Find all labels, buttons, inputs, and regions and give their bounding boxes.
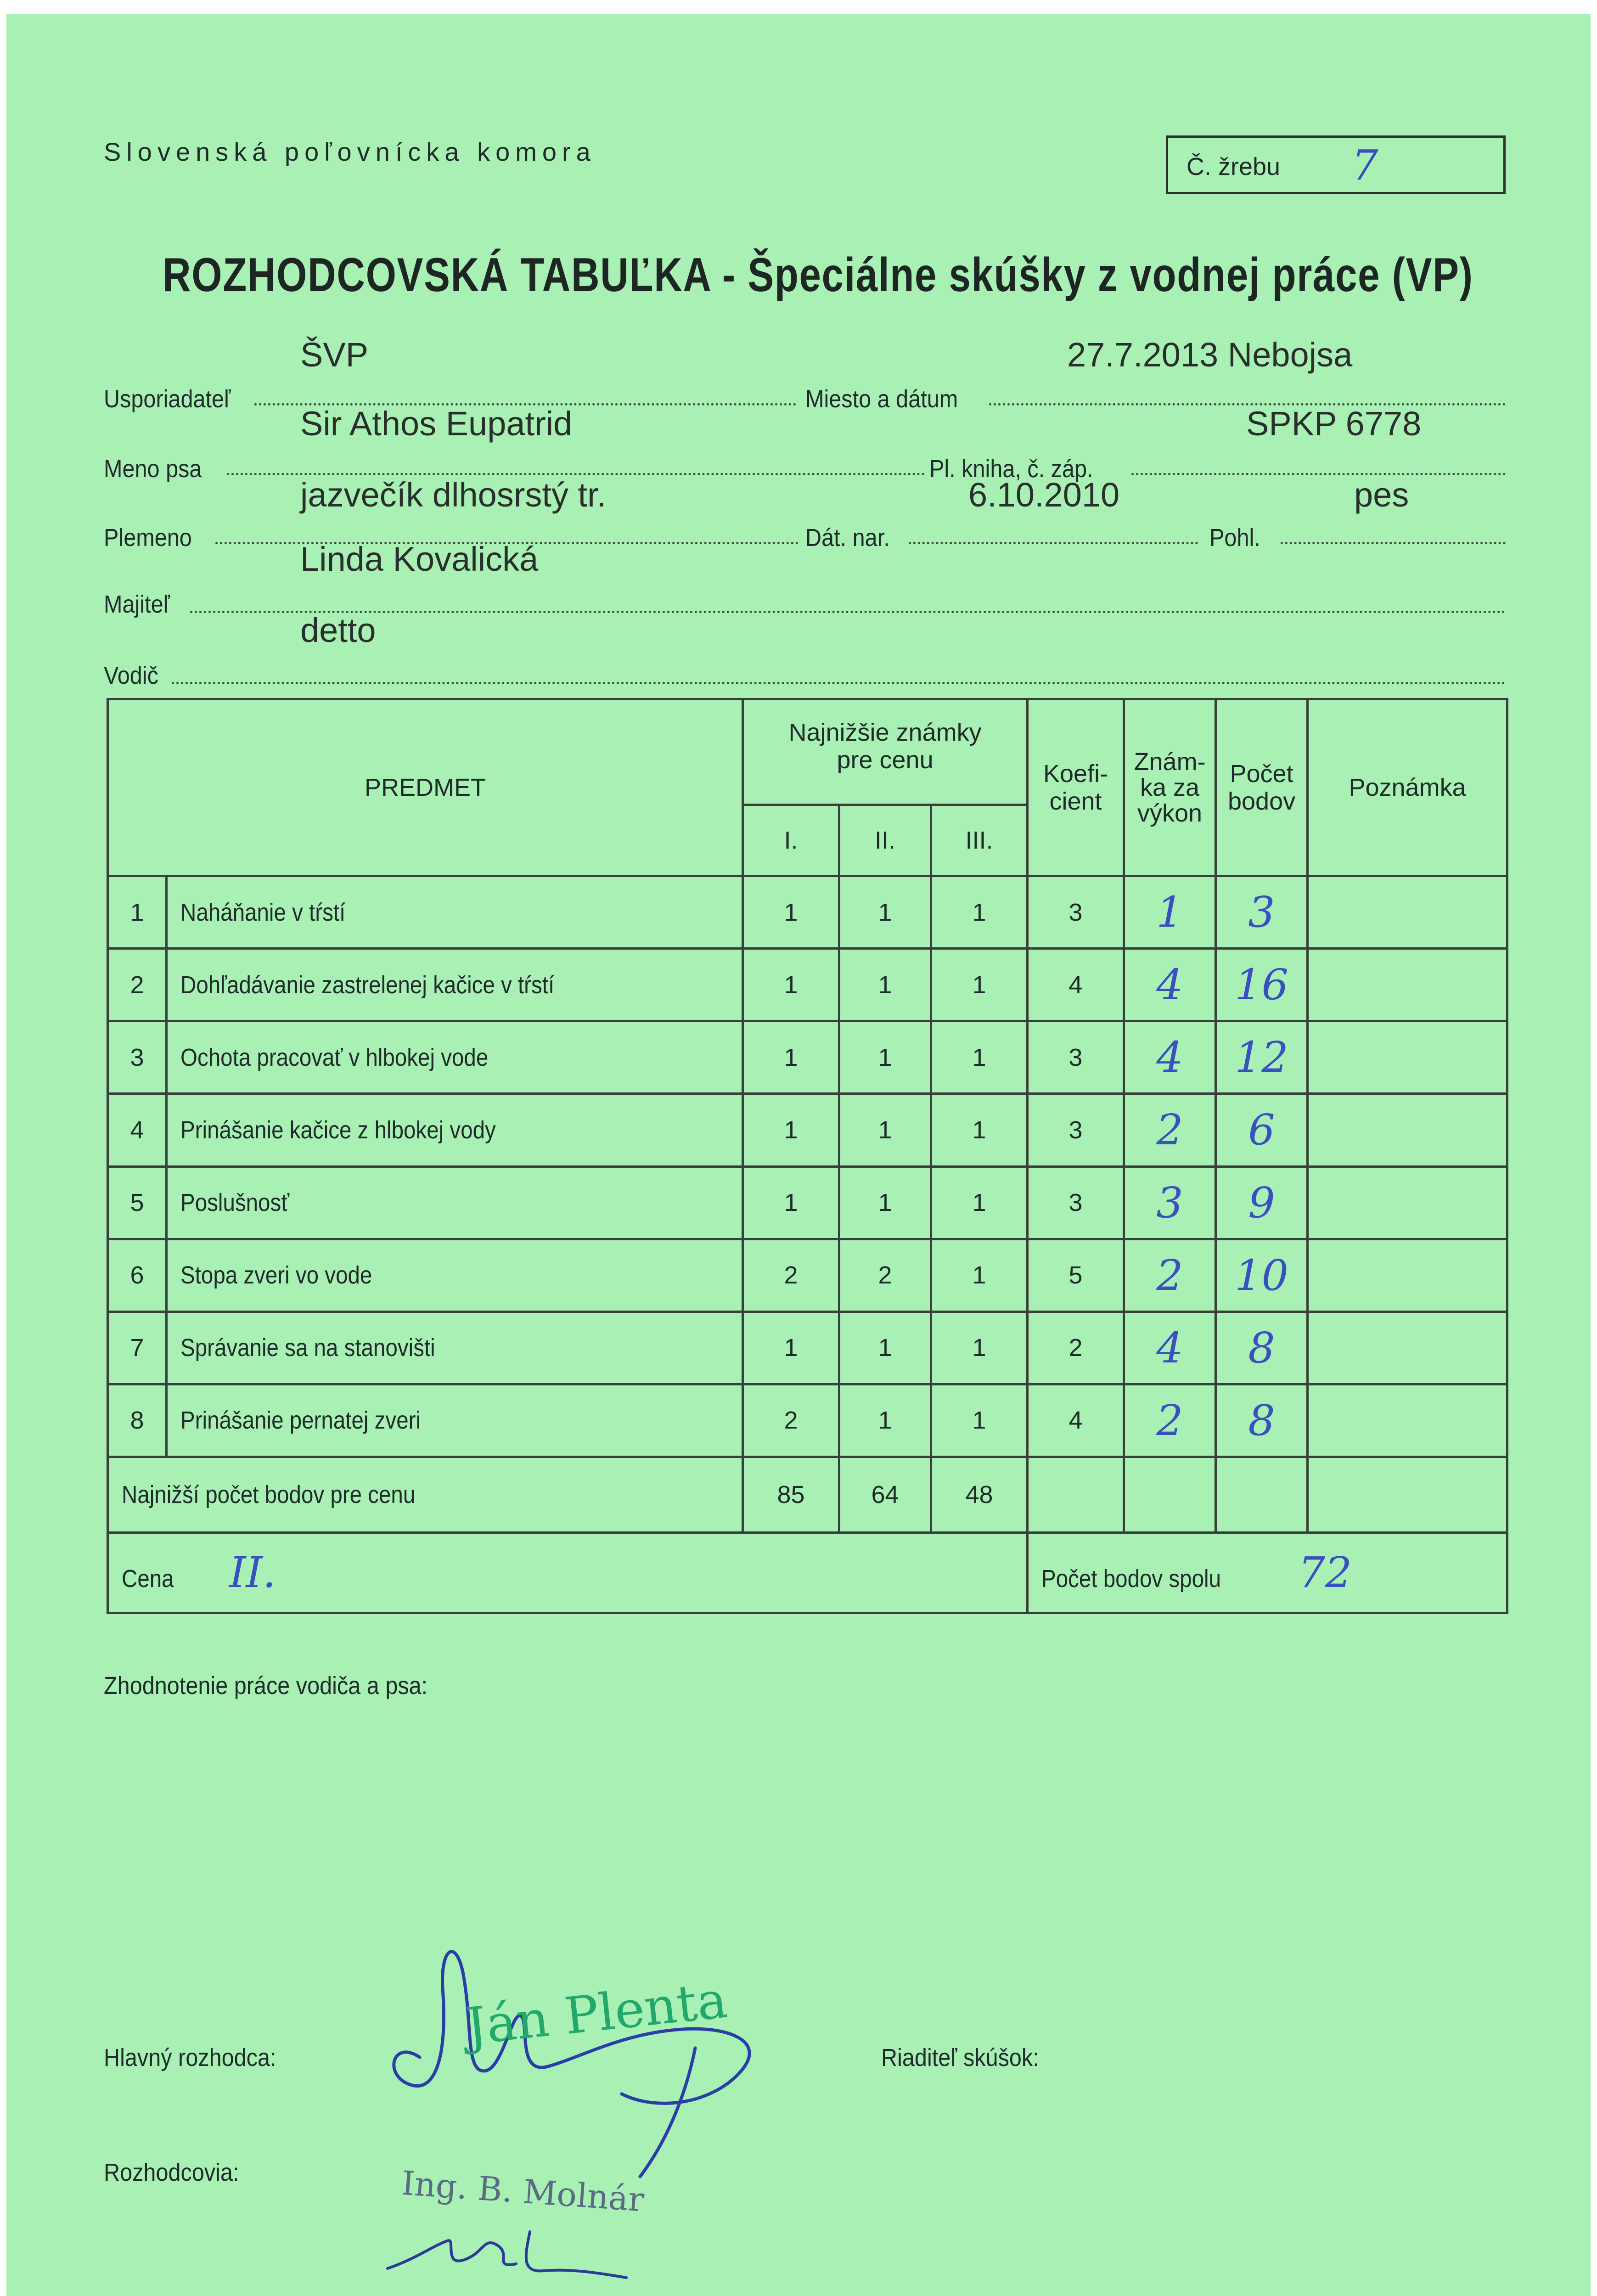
row-points: 10: [1216, 1239, 1308, 1311]
row-note: [1308, 1239, 1507, 1311]
min-points-prize-2: 64: [839, 1457, 931, 1532]
handler-label: Vodič: [104, 662, 158, 689]
row-points: 8: [1216, 1384, 1308, 1457]
row-min-prize-3: 1: [931, 1166, 1028, 1239]
judges-label: Rozhodcovia:: [104, 2159, 239, 2186]
row-coefficient: 2: [1028, 1311, 1124, 1384]
min-points-empty-1: [1028, 1457, 1124, 1532]
prize-cell: Cena II.: [108, 1532, 1028, 1613]
row-min-prize-1: 1: [743, 876, 839, 949]
row-grade: 4: [1124, 1021, 1216, 1094]
owner-label: Majiteľ: [104, 591, 170, 618]
row-min-prize-1: 2: [743, 1384, 839, 1457]
chief-judge-stamp: Ján Plenta: [463, 1970, 730, 2056]
row-points: 6: [1216, 1094, 1308, 1166]
row-coefficient: 4: [1028, 1384, 1124, 1457]
place-date-label: Miesto a dátum: [805, 385, 958, 413]
row-note: [1308, 876, 1507, 949]
row-coefficient: 3: [1028, 876, 1124, 949]
row-points: 12: [1216, 1021, 1308, 1094]
row-subject: Ochota pracovať v hlbokej vode: [167, 1021, 743, 1094]
col-header-coefficient: Koefi- cient: [1028, 699, 1124, 876]
row-subject: Dohľadávanie zastrelenej kačice v tŕstí: [167, 949, 743, 1021]
row-grade: 3: [1124, 1166, 1216, 1239]
row-min-prize-3: 1: [931, 1311, 1028, 1384]
row-coefficient: 3: [1028, 1094, 1124, 1166]
min-points-empty-3: [1216, 1457, 1308, 1532]
row-subject: Naháňanie v tŕstí: [167, 876, 743, 949]
row-grade: 2: [1124, 1094, 1216, 1166]
row-min-prize-2: 1: [839, 876, 931, 949]
row-note: [1308, 1384, 1507, 1457]
row-note: [1308, 949, 1507, 1021]
row-min-prize-2: 2: [839, 1239, 931, 1311]
row-min-prize-3: 1: [931, 1094, 1028, 1166]
table-row: [108, 949, 1507, 1021]
row-min-prize-1: 1: [743, 1311, 839, 1384]
total-points-value: 72: [1298, 1548, 1352, 1598]
judge-name-stamp: Ing. B. Molnár: [400, 2163, 646, 2219]
col-header-subject: PREDMET: [108, 699, 743, 876]
row-subject: Prinášanie pernatej zveri: [167, 1384, 743, 1457]
handler-value: detto: [300, 611, 376, 649]
min-points-empty-4: [1308, 1457, 1507, 1532]
prize-value: II.: [229, 1548, 276, 1598]
col-header-min-grades: Najnižšie známky pre cenu: [743, 699, 1028, 805]
row-number: 5: [108, 1166, 167, 1239]
table-row: [108, 1021, 1507, 1094]
row-min-prize-2: 1: [839, 1094, 931, 1166]
registry-line: [1131, 473, 1506, 475]
row-subject: Prinášanie kačice z hlbokej vody: [167, 1094, 743, 1166]
row-subject: Poslušnosť: [167, 1166, 743, 1239]
row-points: 16: [1216, 949, 1308, 1021]
min-points-label: Najnižší počet bodov pre cenu: [108, 1457, 743, 1532]
organizer-value: ŠVP: [300, 336, 369, 374]
row-min-prize-2: 1: [839, 1384, 931, 1457]
row-min-prize-2: 1: [839, 1166, 931, 1239]
breed-value: jazvečík dlhosrstý tr.: [300, 476, 607, 514]
registry-label: Pl. kniha, č. záp.: [929, 455, 1093, 483]
row-note: [1308, 1311, 1507, 1384]
table-row: [108, 1239, 1507, 1311]
sex-label: Pohl.: [1209, 524, 1260, 551]
row-subject: Správanie sa na stanovišti: [167, 1311, 743, 1384]
dog-name-value: Sir Athos Eupatrid: [300, 405, 573, 443]
row-min-prize-1: 1: [743, 1094, 839, 1166]
col-header-performance-grade: Znám- ka za výkon: [1124, 699, 1216, 876]
draw-number-value: 7: [1352, 141, 1378, 190]
row-number: 1: [108, 876, 167, 949]
sex-line: [1281, 542, 1506, 544]
evaluation-label: Zhodnotenie práce vodiča a psa:: [104, 1672, 428, 1699]
table-row: [108, 1384, 1507, 1457]
birth-date-line: [909, 542, 1198, 544]
row-subject: Stopa zveri vo vode: [167, 1239, 743, 1311]
row-grade: 4: [1124, 949, 1216, 1021]
row-grade: 2: [1124, 1239, 1216, 1311]
row-min-prize-2: 1: [839, 1311, 931, 1384]
row-min-prize-3: 1: [931, 1239, 1028, 1311]
row-grade: 4: [1124, 1311, 1216, 1384]
row-min-prize-3: 1: [931, 876, 1028, 949]
min-points-empty-2: [1124, 1457, 1216, 1532]
row-note: [1308, 1021, 1507, 1094]
breed-label: Plemeno: [104, 524, 192, 551]
table-row: [108, 1166, 1507, 1239]
row-points: 8: [1216, 1311, 1308, 1384]
col-header-points: Počet bodov: [1216, 699, 1308, 876]
row-number: 6: [108, 1239, 167, 1311]
min-points-prize-3: 48: [931, 1457, 1028, 1532]
row-number: 4: [108, 1094, 167, 1166]
birth-date-label: Dát. nar.: [805, 524, 890, 551]
scoring-table: [107, 698, 1508, 1614]
row-grade: 2: [1124, 1384, 1216, 1457]
total-points-cell: Počet bodov spolu 72: [1028, 1532, 1507, 1613]
row-min-prize-1: 1: [743, 1021, 839, 1094]
row-min-prize-3: 1: [931, 949, 1028, 1021]
row-number: 3: [108, 1021, 167, 1094]
row-min-prize-2: 1: [839, 1021, 931, 1094]
row-points: 3: [1216, 876, 1308, 949]
col-header-note: Poznámka: [1308, 699, 1507, 876]
table-row: [108, 1311, 1507, 1384]
row-number: 8: [108, 1384, 167, 1457]
draw-number-box: [1166, 135, 1506, 194]
table-row: [108, 876, 1507, 949]
form-title: ROZHODCOVSKÁ TABUĽKA - Špeciálne skúšky z vodnej práce (VP): [163, 248, 1473, 302]
row-min-prize-3: 1: [931, 1384, 1028, 1457]
dog-name-label: Meno psa: [104, 455, 202, 483]
sex-value: pes: [1354, 476, 1409, 514]
row-number: 2: [108, 949, 167, 1021]
col-header-prize-3: III.: [931, 805, 1028, 876]
owner-value: Linda Kovalická: [300, 540, 539, 578]
owner-line: [190, 611, 1506, 613]
table-row: [108, 1094, 1507, 1166]
form-sheet: [6, 14, 1591, 2296]
row-min-prize-1: 2: [743, 1239, 839, 1311]
row-points: 9: [1216, 1166, 1308, 1239]
row-coefficient: 4: [1028, 949, 1124, 1021]
row-min-prize-1: 1: [743, 949, 839, 1021]
col-header-prize-1: I.: [743, 805, 839, 876]
registry-value: SPKP 6778: [1246, 405, 1422, 443]
chief-judge-signature: [365, 1919, 805, 2195]
birth-date-value: 6.10.2010: [968, 476, 1120, 514]
col-header-prize-2: II.: [839, 805, 931, 876]
min-points-prize-1: 85: [743, 1457, 839, 1532]
row-grade: 1: [1124, 876, 1216, 949]
place-date-value: 27.7.2013 Nebojsa: [1067, 336, 1353, 374]
row-min-prize-2: 1: [839, 949, 931, 1021]
test-director-label: Riaditeľ skúšok:: [881, 2044, 1039, 2071]
row-coefficient: 3: [1028, 1021, 1124, 1094]
row-coefficient: 5: [1028, 1239, 1124, 1311]
chief-judge-label: Hlavný rozhodca:: [104, 2044, 276, 2071]
row-note: [1308, 1094, 1507, 1166]
judge-signature: [378, 2209, 635, 2291]
row-note: [1308, 1166, 1507, 1239]
organization-name: Slovenská poľovnícka komora: [104, 137, 596, 166]
row-number: 7: [108, 1311, 167, 1384]
row-min-prize-1: 1: [743, 1166, 839, 1239]
row-min-prize-3: 1: [931, 1021, 1028, 1094]
draw-number-label: Č. žrebu: [1187, 153, 1281, 180]
row-coefficient: 3: [1028, 1166, 1124, 1239]
handler-line: [172, 682, 1506, 684]
organizer-label: Usporiadateľ: [104, 385, 231, 413]
